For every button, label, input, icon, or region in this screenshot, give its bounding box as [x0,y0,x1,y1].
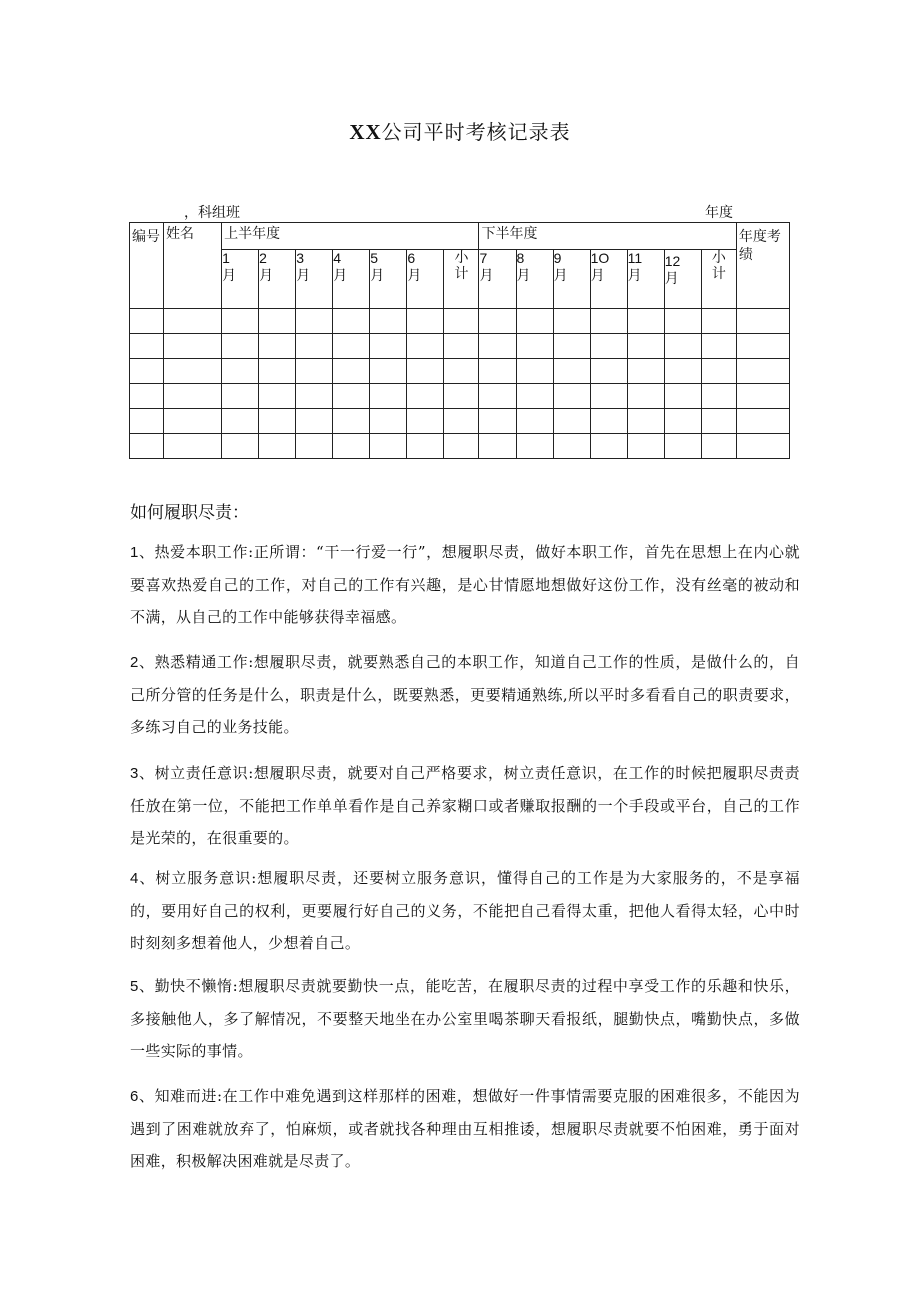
month-4-header: 4 月 [333,250,370,309]
table-cell [479,359,516,384]
table-cell [296,434,333,459]
section-title: 如何履职尽责： [130,503,249,523]
table-cell [370,309,407,334]
month-3-header: 3 月 [296,250,333,309]
table-cell [590,384,627,409]
table-cell [516,409,553,434]
title-text: 公司平时考核记录表 [381,120,571,144]
table-cell [736,359,789,384]
table-cell [222,434,259,459]
table-cell [259,359,296,384]
table-cell [590,409,627,434]
assessment-table [129,222,790,459]
table-cell [516,334,553,359]
table-cell [590,309,627,334]
table-row [130,309,790,334]
table-cell [627,359,664,384]
month-7-header: 7 月 [479,250,516,309]
table-cell [553,359,590,384]
table-cell [130,384,164,409]
subtotal-second-half: 小 计 [701,250,736,309]
table-cell [296,384,333,409]
table-cell [259,384,296,409]
month-5-header: 5 月 [370,250,407,309]
table-cell [130,309,164,334]
department-label: ，科组班 [184,205,240,221]
table-cell [627,334,664,359]
table-cell [164,309,222,334]
subtotal-first-half: 小 计 [444,250,479,309]
table-cell [259,434,296,459]
table-cell [222,334,259,359]
table-cell [370,334,407,359]
paragraph-3: 3、树立责任意识:想履职尽责，就要对自己严格要求，树立责任意识，在工作的时候把履职尽责责任放在第一位，不能把工作单单看作是自己养家糊口或者赚取报酬的一个手段或平台，自己的工作是光荣的，在很重要的。 [130,764,800,847]
table-cell [407,359,444,384]
table-cell [701,434,736,459]
table-cell [333,309,370,334]
table-cell [701,384,736,409]
table-cell [407,334,444,359]
table-cell [333,434,370,459]
paragraph-5: 5、勤快不懒惰:想履职尽责就要勤快一点，能吃苦，在履职尽责的过程中享受工作的乐趣和快乐，多接触他人，多了解情况，不要整天地坐在办公室里喝茶聊天看报纸，腿勤快点，嘴勤快点，多做一些实际的事情。 [130,977,800,1060]
table-cell [130,409,164,434]
table-cell [407,309,444,334]
table-cell [370,434,407,459]
paragraph-4: 4、树立服务意识:想履职尽责，还要树立服务意识，懂得自己的工作是为大家服务的，不是享福的，要用好自己的权利，更要履行好自己的义务，不能把自己看得太重，把他人看得太轻，心中时时刻刻多想着他人，少想着自己。 [130,869,800,952]
table-cell [370,384,407,409]
table-cell [664,359,701,384]
table-cell [222,309,259,334]
table-cell [590,434,627,459]
table-cell [444,334,479,359]
table-cell [516,309,553,334]
month-8-header: 8 月 [516,250,553,309]
month-1-header: 1 月 [222,250,259,309]
table-cell [333,384,370,409]
header-second-half: 下半年度 [479,223,736,250]
table-cell [259,309,296,334]
month-10-header: 1O 月 [590,250,627,309]
table-cell [333,334,370,359]
table-cell [627,384,664,409]
month-11-header: 11 月 [627,250,664,309]
page-title [0,116,920,145]
table-cell [479,309,516,334]
table-cell [259,409,296,434]
header-first-half: 上半年度 [222,223,479,250]
table-cell [736,384,789,409]
table-cell [444,434,479,459]
title-prefix: XX [349,120,382,144]
table-cell [259,334,296,359]
month-12-header: 12 月 [664,250,701,309]
table-cell [664,309,701,334]
table-cell [444,384,479,409]
table-row [130,409,790,434]
table-cell [736,334,789,359]
table-cell [130,434,164,459]
table-row [130,384,790,409]
table-cell [164,334,222,359]
table-cell [333,359,370,384]
table-cell [222,409,259,434]
table-cell [553,309,590,334]
table-cell [164,384,222,409]
table-cell [664,334,701,359]
table-cell [701,334,736,359]
table-cell [479,409,516,434]
table-cell [407,384,444,409]
table-cell [333,409,370,434]
table-cell [479,384,516,409]
table-cell [296,334,333,359]
table-cell [701,309,736,334]
month-6-header: 6 月 [407,250,444,309]
table-cell [736,434,789,459]
table-cell [590,359,627,384]
table-row [130,359,790,384]
table-cell [627,434,664,459]
month-2-header: 2 月 [259,250,296,309]
paragraph-2: 2、熟悉精通工作:想履职尽责，就要熟悉自己的本职工作，知道自己工作的性质，是做什么的，自己所分管的任务是什么，职责是什么，既要熟悉，更要精通熟练,所以平时多看看自己的职责要求，多练习自己的业务技能。 [130,653,800,736]
table-cell [222,359,259,384]
table-row [130,334,790,359]
table-cell [164,434,222,459]
month-9-header: 9 月 [553,250,590,309]
paragraph-1: 1、热爱本职工作:正所谓：“干一行爱一行”，想履职尽责，做好本职工作，首先在思想上在内心就要喜欢热爱自己的工作，对自己的工作有兴趣，是心甘情愿地想做好这份工作，没有丝毫的被动和不满，从自己的工作中能够获得幸福感。 [130,543,800,626]
header-id: 编号 [130,223,164,309]
table-cell [516,434,553,459]
table-cell [296,409,333,434]
table-cell [444,409,479,434]
year-label: 年度 [705,205,733,221]
header-name: 姓名 [164,223,222,309]
table-cell [516,359,553,384]
header-annual: 年度考绩 [736,223,789,309]
table-cell [407,434,444,459]
table-cell [407,409,444,434]
table-row [130,434,790,459]
table-cell [164,409,222,434]
table-cell [664,384,701,409]
table-cell [701,359,736,384]
table-cell [296,309,333,334]
table-cell [130,334,164,359]
table-cell [444,359,479,384]
table-cell [370,359,407,384]
table-cell [627,309,664,334]
table-cell [701,409,736,434]
table-cell [296,359,333,384]
table-cell [553,334,590,359]
table-cell [590,334,627,359]
table-cell [479,334,516,359]
table-cell [553,434,590,459]
table-cell [553,384,590,409]
table-cell [444,309,479,334]
table-cell [164,359,222,384]
table-cell [130,359,164,384]
table-cell [736,309,789,334]
paragraph-6: 6、知难而进:在工作中难免遇到这样那样的困难，想做好一件事情需要克服的困难很多，不能因为遇到了困难就放弃了，怕麻烦，或者就找各种理由互相推诿，想履职尽责就要不怕困难，勇于面对困难，积极解决困难就是尽责了。 [130,1087,800,1170]
table-cell [222,384,259,409]
table-cell [664,409,701,434]
table-cell [553,409,590,434]
table-cell [479,434,516,459]
table-cell [627,409,664,434]
table-cell [370,409,407,434]
table-cell [516,384,553,409]
table-cell [736,409,789,434]
table-cell [664,434,701,459]
